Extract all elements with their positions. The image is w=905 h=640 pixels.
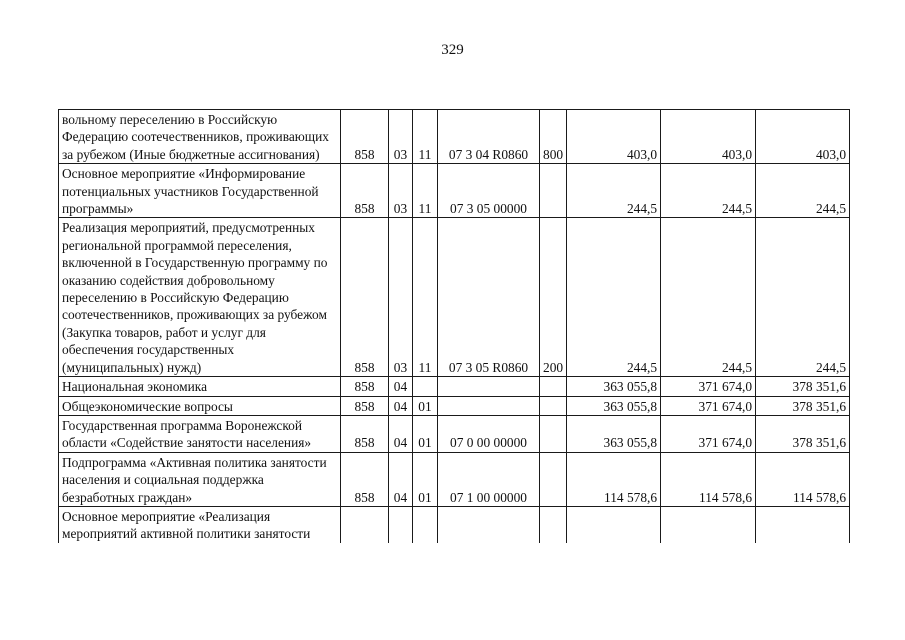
target-article: 07 3 05 R0860 <box>438 218 540 377</box>
amount-year-3 <box>756 506 850 542</box>
target-article: 07 3 05 00000 <box>438 164 540 218</box>
ministry-code: 858 <box>341 218 389 377</box>
amount-year-3: 244,5 <box>756 218 850 377</box>
target-article <box>438 506 540 542</box>
ministry-code: 858 <box>341 452 389 506</box>
ministry-code: 858 <box>341 396 389 415</box>
row-name: Подпрограмма «Активная политика занятости населения и социальная поддержка безработных граждан» <box>59 452 341 506</box>
table-row <box>59 506 850 542</box>
amount-year-3: 378 351,6 <box>756 415 850 452</box>
amount-year-1: 244,5 <box>567 164 661 218</box>
amount-year-3: 378 351,6 <box>756 377 850 396</box>
target-article: 07 0 00 00000 <box>438 415 540 452</box>
amount-year-2: 371 674,0 <box>661 415 756 452</box>
amount-year-1: 403,0 <box>567 110 661 164</box>
target-article: 07 3 04 R0860 <box>438 110 540 164</box>
table-row <box>59 377 850 396</box>
ministry-code: 858 <box>341 110 389 164</box>
section-code: 03 <box>389 218 413 377</box>
ministry-code <box>341 506 389 542</box>
row-name: вольному переселению в Российскую Федерацию соотечественников, проживающих за рубежом (Иные бюджетные ассигнования) <box>59 110 341 164</box>
amount-year-1 <box>567 506 661 542</box>
amount-year-2: 371 674,0 <box>661 396 756 415</box>
subsection-code: 01 <box>413 415 438 452</box>
subsection-code: 01 <box>413 396 438 415</box>
expense-kind <box>540 377 567 396</box>
table-row <box>59 218 850 377</box>
amount-year-2 <box>661 506 756 542</box>
subsection-code: 11 <box>413 110 438 164</box>
section-code: 03 <box>389 110 413 164</box>
table-row <box>59 415 850 452</box>
subsection-code: 11 <box>413 218 438 377</box>
section-code: 04 <box>389 415 413 452</box>
subsection-code: 01 <box>413 452 438 506</box>
expense-kind <box>540 415 567 452</box>
target-article <box>438 396 540 415</box>
table-row <box>59 396 850 415</box>
section-code: 03 <box>389 164 413 218</box>
ministry-code: 858 <box>341 377 389 396</box>
row-name: Реализация мероприятий, предусмотренных региональной программой переселения, включенной в Государственную программу по оказанию содействия добровольному переселению в Российскую Федерацию соотечественников, проживающих за рубежом (Закупка товаров, работ и услуг для обеспечения государственных (муниципальных) нужд) <box>59 218 341 377</box>
row-name: Общеэкономические вопросы <box>59 396 341 415</box>
subsection-code <box>413 377 438 396</box>
ministry-code: 858 <box>341 415 389 452</box>
amount-year-1: 363 055,8 <box>567 377 661 396</box>
amount-year-3: 378 351,6 <box>756 396 850 415</box>
expense-kind: 200 <box>540 218 567 377</box>
subsection-code <box>413 506 438 542</box>
section-code <box>389 506 413 542</box>
subsection-code: 11 <box>413 164 438 218</box>
target-article: 07 1 00 00000 <box>438 452 540 506</box>
amount-year-1: 363 055,8 <box>567 415 661 452</box>
row-name: Основное мероприятие «Реализация мероприятий активной политики занятости <box>59 506 341 542</box>
expense-kind <box>540 506 567 542</box>
page-number: 329 <box>441 42 464 58</box>
section-code: 04 <box>389 396 413 415</box>
section-code: 04 <box>389 452 413 506</box>
amount-year-2: 403,0 <box>661 110 756 164</box>
amount-year-2: 114 578,6 <box>661 452 756 506</box>
amount-year-2: 371 674,0 <box>661 377 756 396</box>
row-name: Государственная программа Воронежской области «Содействие занятости населения» <box>59 415 341 452</box>
target-article <box>438 377 540 396</box>
table-row <box>59 164 850 218</box>
table-row <box>59 110 850 164</box>
amount-year-1: 244,5 <box>567 218 661 377</box>
amount-year-1: 114 578,6 <box>567 452 661 506</box>
budget-table <box>58 109 850 543</box>
expense-kind <box>540 396 567 415</box>
row-name: Основное мероприятие «Информирование потенциальных участников Государственной программы» <box>59 164 341 218</box>
section-code: 04 <box>389 377 413 396</box>
amount-year-1: 363 055,8 <box>567 396 661 415</box>
amount-year-3: 244,5 <box>756 164 850 218</box>
ministry-code: 858 <box>341 164 389 218</box>
amount-year-2: 244,5 <box>661 164 756 218</box>
table-row <box>59 452 850 506</box>
row-name: Национальная экономика <box>59 377 341 396</box>
amount-year-3: 403,0 <box>756 110 850 164</box>
amount-year-2: 244,5 <box>661 218 756 377</box>
expense-kind: 800 <box>540 110 567 164</box>
expense-kind <box>540 452 567 506</box>
expense-kind <box>540 164 567 218</box>
amount-year-3: 114 578,6 <box>756 452 850 506</box>
